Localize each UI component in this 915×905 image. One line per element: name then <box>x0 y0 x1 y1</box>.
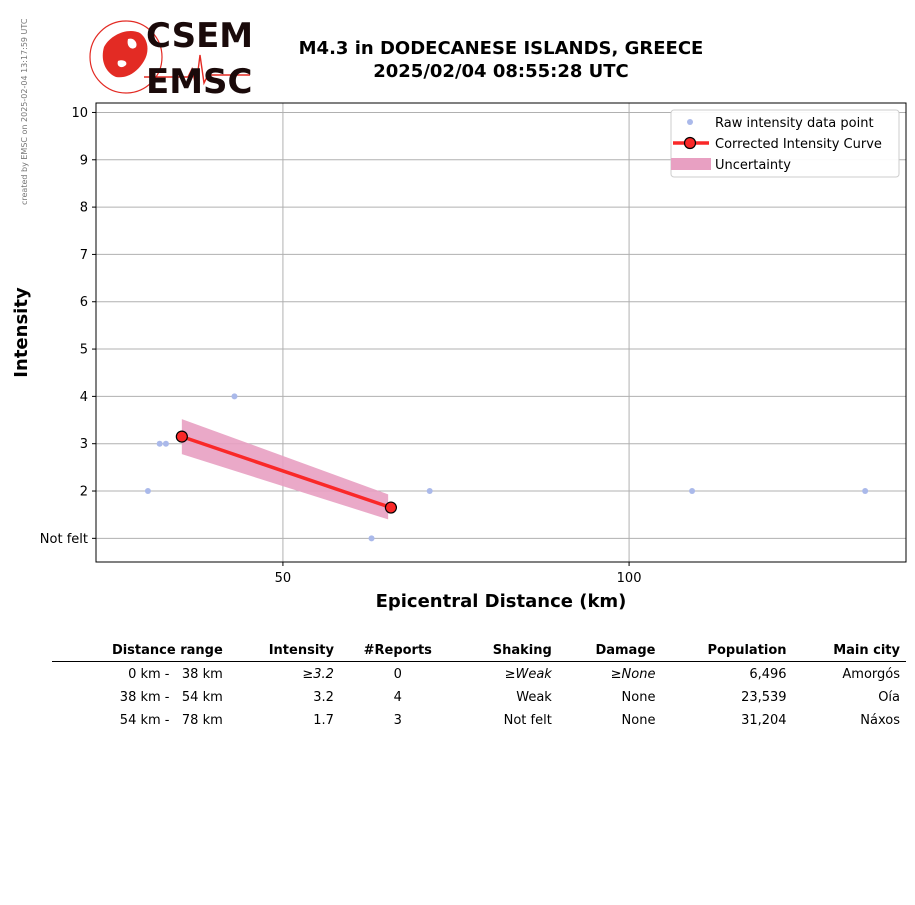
logo-top-text: CSEM <box>146 17 254 56</box>
raw-data-point <box>145 488 151 494</box>
city-cell: Oía <box>878 690 900 705</box>
table-header-row <box>52 640 906 662</box>
reports-cell: 4 <box>393 690 402 705</box>
intensity-cell: ≥3.2 <box>302 667 334 682</box>
intensity-cell: 3.2 <box>313 690 334 705</box>
city-cell: Amorgós <box>842 667 900 682</box>
col-shaking: Shaking <box>456 640 558 662</box>
raw-data-point <box>862 488 868 494</box>
corrected-curve-marker <box>385 502 396 513</box>
distance-cell: 38 km - 54 km <box>119 690 223 705</box>
raw-data-point <box>689 488 695 494</box>
legend-band-swatch <box>671 158 711 170</box>
table-row <box>52 708 906 731</box>
distance-cell: 0 km - 38 km <box>128 667 223 682</box>
y-tick-label: 9 <box>79 153 88 169</box>
col-reports: #Reports <box>340 640 456 662</box>
damage-cell: ≥None <box>610 667 656 682</box>
col-main-city: Main city <box>793 640 906 662</box>
distance-cell: 54 km - 78 km <box>119 713 223 728</box>
legend-curve-label: Corrected Intensity Curve <box>715 137 882 152</box>
chart-title: M4.3 in DODECANESE ISLANDS, GREECE <box>298 38 704 59</box>
legend-raw-marker <box>687 119 693 125</box>
reports-cell: 0 <box>393 667 402 682</box>
x-tick-label: 100 <box>616 571 642 586</box>
y-tick-label: 4 <box>79 389 88 405</box>
creation-note: created by EMSC on 2025-02-04 13:17:59 UTC <box>20 18 29 205</box>
damage-cell: None <box>621 690 656 705</box>
y-tick-label: 2 <box>79 484 88 500</box>
col-intensity: Intensity <box>229 640 340 662</box>
y-tick-label: 8 <box>79 200 88 216</box>
col-population: Population <box>661 640 792 662</box>
y-tick-label: 7 <box>79 247 88 263</box>
legend-curve-marker <box>685 138 696 149</box>
raw-data-point <box>157 441 163 447</box>
corrected-curve-line <box>182 437 391 508</box>
legend-band-label: Uncertainty <box>715 158 791 173</box>
table-row <box>52 685 906 708</box>
legend-raw-label: Raw intensity data point <box>715 116 874 131</box>
population-cell: 31,204 <box>741 713 787 728</box>
chart-subtitle: 2025/02/04 08:55:28 UTC <box>373 61 629 82</box>
city-cell: Náxos <box>860 713 900 728</box>
reports-cell: 3 <box>393 713 402 728</box>
y-tick-label: 3 <box>79 437 88 453</box>
col-distance-range: Distance range <box>52 640 229 662</box>
raw-data-point <box>369 535 375 541</box>
corrected-curve-marker <box>176 431 187 442</box>
population-cell: 6,496 <box>749 667 787 682</box>
y-axis-label: Intensity <box>11 287 32 378</box>
raw-data-point <box>231 393 237 399</box>
population-cell: 23,539 <box>741 690 787 705</box>
y-tick-label: 6 <box>79 295 88 311</box>
y-tick-label: 10 <box>71 105 88 121</box>
raw-data-point <box>427 488 433 494</box>
raw-data-point <box>163 441 169 447</box>
shaking-cell: Weak <box>516 690 552 705</box>
y-tick-label: 5 <box>79 342 88 358</box>
intensity-summary-table <box>52 640 906 731</box>
x-tick-label: 50 <box>274 571 292 586</box>
table-row <box>52 662 906 686</box>
uncertainty-band <box>182 419 388 519</box>
shaking-cell: ≥Weak <box>504 667 552 682</box>
shaking-cell: Not felt <box>503 713 552 728</box>
col-damage: Damage <box>558 640 662 662</box>
y-tick-label: Not felt <box>39 531 88 547</box>
damage-cell: None <box>621 713 656 728</box>
intensity-cell: 1.7 <box>313 713 334 728</box>
logo-bottom-text: EMSC <box>146 62 253 99</box>
x-axis-label: Epicentral Distance (km) <box>375 591 627 612</box>
